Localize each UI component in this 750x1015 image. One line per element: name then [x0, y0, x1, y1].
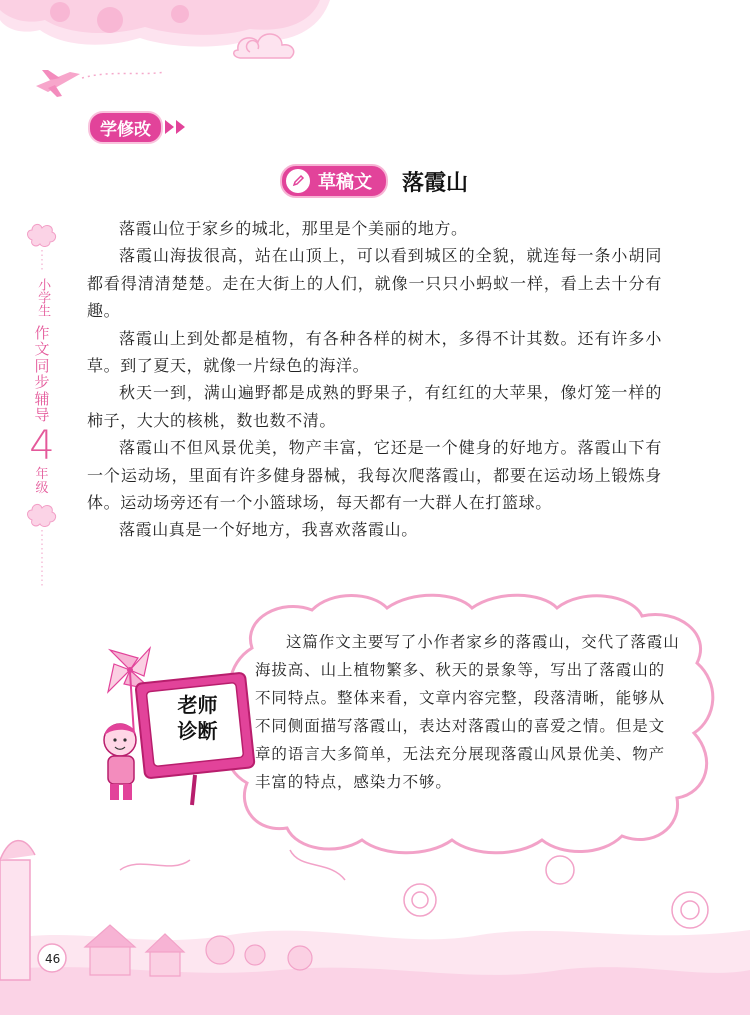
series-char: 文 — [34, 340, 50, 359]
paragraph: 落霞山位于家乡的城北，那里是个美丽的地方。 — [119, 219, 468, 238]
paragraph: 落霞山不但风景优美，物产丰富，它还是一个健身的好地方。落霞山下有一个运动场，里面有许多健身器械，我每次爬落霞山，都要在运动场上锻炼身体。运动场旁还有一个小篮球场，每天都有一大群人在打篮球。 — [87, 438, 662, 513]
section-tag — [88, 112, 185, 142]
board-line: 老师 — [177, 693, 218, 717]
series-small: 小学生 — [35, 278, 51, 317]
series-char: 作 — [34, 323, 50, 342]
character-figure — [104, 724, 136, 800]
grade-char: 年 — [35, 466, 49, 482]
draft-label: 草稿文 — [318, 172, 372, 193]
series-char: 同 — [34, 356, 50, 375]
paragraph: 落霞山海拔很高，站在山顶上，可以看到城区的全貌，就连每一条小胡同都看得清清楚楚。走在大街上的人们，就像一只只小蚂蚁一样，看上去十分有趣。 — [87, 246, 662, 321]
page-title: 落霞山 — [402, 169, 469, 196]
grade-char: 级 — [35, 480, 49, 496]
top-decoration — [0, 0, 750, 110]
series-char: 步 — [34, 373, 50, 392]
pencil-icon — [286, 169, 310, 193]
teacher-board-label — [150, 692, 245, 744]
paragraph: 落霞山真是一个好地方，我喜欢落霞山。 — [119, 520, 418, 540]
page-number: 46 — [45, 952, 61, 966]
comment-text: 这篇作文主要写了小作者家乡的落霞山，交代了落霞山海拔高、山上植物繁多、秋天的景象等，写出了落霞山的不同特点。整体来看，文章内容完整，段落清晰，能够从不同侧面描写落霞山，表达对落霞山的喜爱之情。但是文章的语言大多简单，无法充分展现落霞山风景优美、物产丰富的特点，感染力不够。 — [255, 633, 680, 791]
bottom-decoration — [0, 830, 750, 1015]
title-row — [280, 163, 468, 199]
teacher-comment — [255, 628, 680, 796]
section-label: 学修改 — [88, 111, 163, 144]
arrow-icon — [176, 120, 185, 134]
article-body — [87, 215, 662, 544]
arrow-icon — [165, 120, 174, 134]
series-char: 辅 — [34, 389, 50, 408]
series-title — [28, 278, 56, 496]
grade-number: 4 — [29, 422, 55, 469]
airplane-icon — [36, 70, 80, 97]
paragraph: 秋天一到，满山遍野都是成熟的野果子，有红红的大苹果，像灯笼一样的柿子，大大的核桃，数也数不清。 — [87, 383, 662, 430]
draft-badge — [280, 164, 388, 198]
paragraph: 落霞山上到处都是植物，有各种各样的树木，多得不计其数。还有许多小草。到了夏天，就像一片绿色的海洋。 — [87, 328, 662, 376]
board-line: 诊断 — [177, 719, 218, 743]
house-icon — [0, 841, 35, 980]
series-char: 导 — [34, 406, 50, 425]
